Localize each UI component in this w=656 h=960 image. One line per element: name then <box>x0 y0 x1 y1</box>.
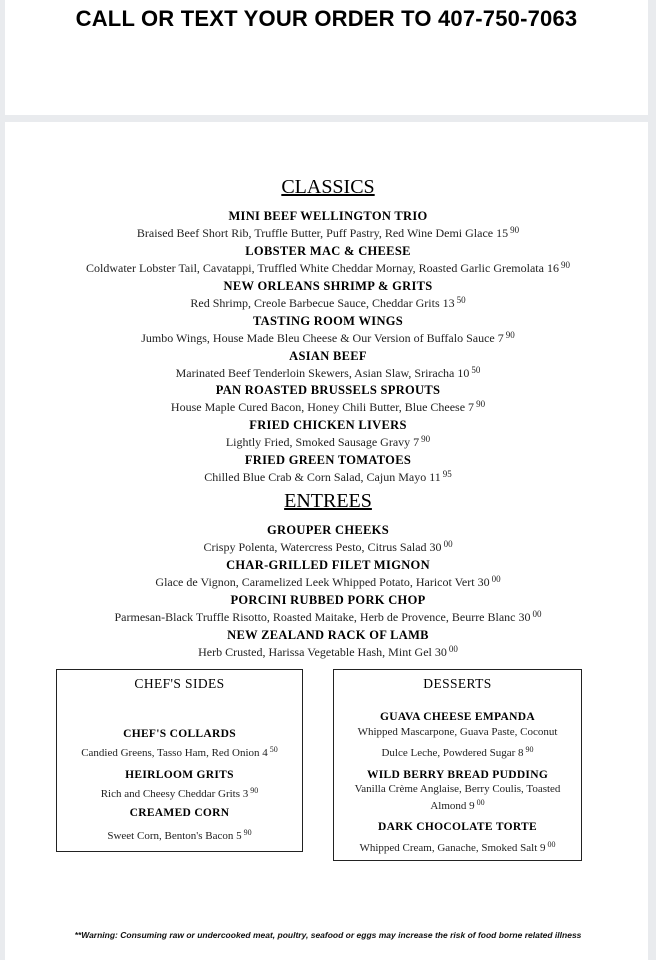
item-name: NEW ZEALAND RACK OF LAMB <box>227 628 429 642</box>
item-name: WILD BERRY BREAD PUDDING <box>366 769 549 781</box>
menu-item <box>0 559 656 589</box>
menu-item <box>57 807 302 845</box>
menu-item <box>0 210 656 240</box>
sides-title: CHEF'S SIDES <box>134 676 225 691</box>
item-desc-line2: Almond 9 $^{00}$ <box>430 798 485 812</box>
price-cents: 50 <box>269 745 278 754</box>
menu-item <box>0 454 656 484</box>
item-desc: Coldwater Lobster Tail, Cavatappi, Truffled White Cheddar Mornay, Roasted Garlic Gremolata 16 $^{90}$ <box>86 260 570 275</box>
item-desc: Braised Beef Short Rib, Truffle Butter, Puff Pastry, Red Wine Demi Glace 15 $^{90}$ <box>136 225 520 240</box>
menu-item <box>334 711 581 762</box>
item-name: CHEF'S COLLARDS <box>123 728 236 740</box>
price-cents: 95 <box>442 469 452 479</box>
price-cents: 90 <box>525 745 534 754</box>
item-name: HEIRLOOM GRITS <box>125 769 234 781</box>
item-desc: Whipped Mascarpone, Guava Paste, Coconut <box>357 726 558 738</box>
menu-item <box>0 280 656 310</box>
item-name: TASTING ROOM WINGS <box>252 314 404 328</box>
item-desc: Parmesan-Black Truffle Risotto, Roasted Maitake, Herb de Provence, Beurre Blanc 30 $^{00}$ <box>114 609 542 624</box>
item-name: FRIED GREEN TOMATOES <box>244 453 412 467</box>
header-card <box>5 0 648 115</box>
item-name: NEW ORLEANS SHRIMP & GRITS <box>223 279 433 293</box>
menu-item <box>0 245 656 275</box>
desserts-box <box>333 669 582 861</box>
item-name: LOBSTER MAC & CHEESE <box>245 244 411 258</box>
menu-item <box>0 315 656 345</box>
item-name: CHAR-GRILLED FILET MIGNON <box>226 558 430 572</box>
order-phone-headline: CALL OR TEXT YOUR ORDER TO 407-750-7063 <box>75 6 578 31</box>
item-desc: Red Shrimp, Creole Barbecue Sauce, Cheddar Grits 13 $^{50}$ <box>190 295 466 310</box>
item-desc: Chilled Blue Crab & Corn Salad, Cajun Mayo 11 $^{95}$ <box>204 469 452 484</box>
item-desc: Lightly Fried, Smoked Sausage Gravy 7 $^{90}$ <box>225 434 431 449</box>
item-desc: Vanilla Crème Anglaise, Berry Coulis, Toasted <box>354 783 561 795</box>
menu-item <box>0 419 656 449</box>
item-name: MINI BEEF WELLINGTON TRIO <box>228 209 428 223</box>
item-desc: Crispy Polenta, Watercress Pesto, Citrus Salad 30 $^{00}$ <box>203 539 453 554</box>
price-cents: 90 <box>250 786 259 795</box>
item-desc: Rich and Cheesy Cheddar Grits 3 $^{90}$ <box>100 786 259 800</box>
price-cents: 00 <box>547 840 556 849</box>
item-desc: Glace de Vignon, Caramelized Leek Whipped Potato, Haricot Vert 30 $^{00}$ <box>155 574 501 589</box>
menu-item <box>57 728 302 762</box>
item-name: CREAMED CORN <box>129 807 230 819</box>
price-cents: 00 <box>443 539 453 549</box>
price-cents: 50 <box>471 365 481 375</box>
price-cents: 90 <box>243 828 252 837</box>
menu-item <box>334 821 581 857</box>
price-cents: 90 <box>505 330 515 340</box>
item-desc-line2: Dulce Leche, Powdered Sugar 8 $^{90}$ <box>381 745 534 759</box>
entrees-title: ENTREES <box>284 490 372 512</box>
price-cents: 00 <box>476 798 485 807</box>
item-name: PAN ROASTED BRUSSELS SPROUTS <box>215 383 441 397</box>
price-cents: 50 <box>456 295 466 305</box>
chefs-sides-box <box>56 669 303 852</box>
item-desc: Candied Greens, Tasso Ham, Red Onion 4 $^{50}$ <box>81 745 278 759</box>
item-desc: Marinated Beef Tenderloin Skewers, Asian Slaw, Sriracha 10 $^{50}$ <box>175 365 481 380</box>
price-cents: 90 <box>510 225 520 235</box>
price-cents: 90 <box>421 434 431 444</box>
price-cents: 00 <box>532 609 542 619</box>
item-name: DARK CHOCOLATE TORTE <box>378 821 537 833</box>
item-name: PORCINI RUBBED PORK CHOP <box>230 593 426 607</box>
menu-item <box>57 769 302 803</box>
menu-item <box>0 524 656 554</box>
menu-item <box>334 769 581 813</box>
item-name: ASIAN BEEF <box>289 349 367 363</box>
price-cents: 00 <box>491 574 501 584</box>
price-cents: 00 <box>448 644 458 654</box>
item-desc: Whipped Cream, Ganache, Smoked Salt 9 $^{00}$ <box>359 840 556 854</box>
menu-item <box>0 384 656 414</box>
item-name: GROUPER CHEEKS <box>267 523 389 537</box>
menu-item <box>0 594 656 624</box>
food-safety-warning: **Warning: Consuming raw or undercooked meat, poultry, seafood or eggs may increase the risk of food borne related illness <box>74 930 582 940</box>
price-cents: 90 <box>476 399 486 409</box>
price-cents: 90 <box>560 260 570 270</box>
menu-item <box>0 629 656 659</box>
item-desc: House Maple Cured Bacon, Honey Chili Butter, Blue Cheese 7 $^{90}$ <box>170 399 486 414</box>
item-desc: Jumbo Wings, House Made Bleu Cheese & Our Version of Buffalo Sauce 7 $^{90}$ <box>141 330 515 345</box>
item-desc: Sweet Corn, Benton's Bacon 5 $^{90}$ <box>107 828 252 842</box>
classics-title: CLASSICS <box>281 176 375 198</box>
item-desc: Herb Crusted, Harissa Vegetable Hash, Mint Gel 30 $^{00}$ <box>198 644 458 659</box>
item-name: FRIED CHICKEN LIVERS <box>249 418 407 432</box>
desserts-title: DESSERTS <box>423 676 492 691</box>
menu-item <box>0 350 656 380</box>
item-name: GUAVA CHEESE EMPANDA <box>380 711 535 723</box>
